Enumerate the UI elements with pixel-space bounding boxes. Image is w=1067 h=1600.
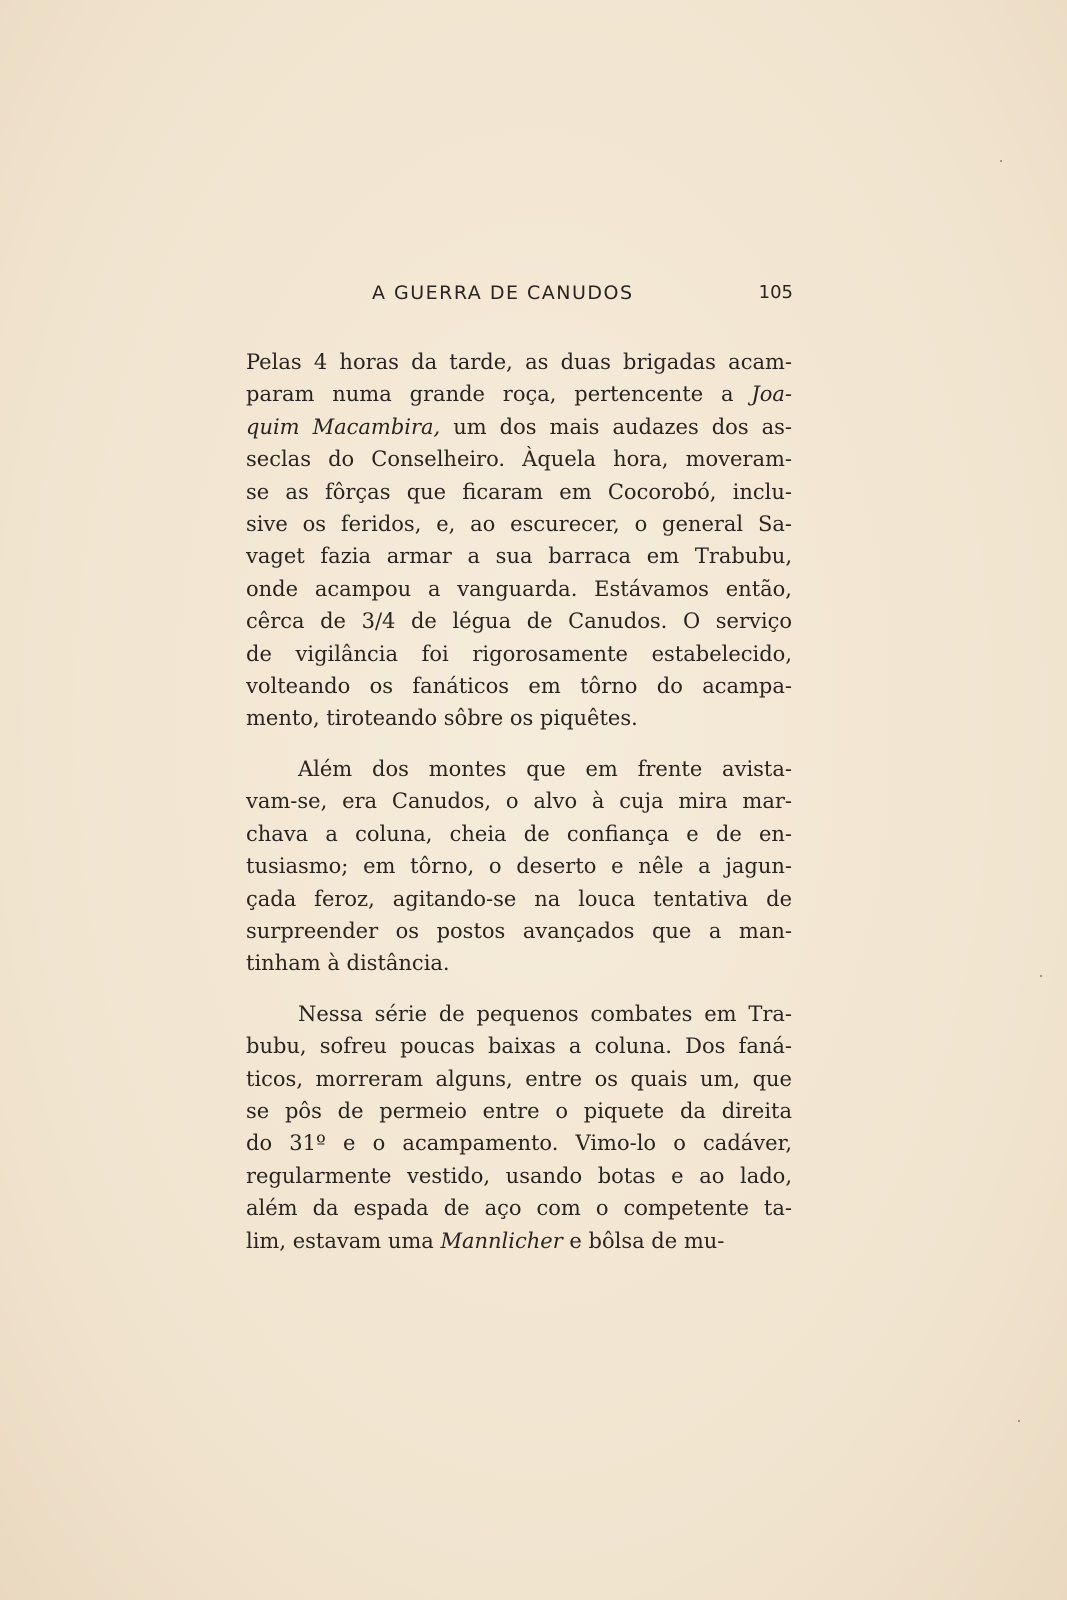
text-segment: chava a coluna, cheia de confiança e de en-	[246, 821, 792, 846]
text-segment: mento, tiroteando sôbre os piquêtes.	[246, 706, 638, 731]
text-segment: Nessa série de pequenos combates em Tra-	[298, 1001, 792, 1026]
text-line	[246, 670, 792, 702]
text-line	[246, 818, 792, 850]
text-segment: tinham à distância.	[246, 951, 450, 976]
text-line	[246, 638, 792, 670]
text-segment: seclas do Conselheiro. Àquela hora, moveram-	[246, 447, 792, 472]
italic-text: quim Macambira,	[246, 414, 441, 439]
text-segment: de vigilância foi rigorosamente estabelecido,	[246, 641, 792, 666]
text-segment: surpreender os postos avançados que a man-	[246, 918, 792, 943]
text-line	[246, 1063, 792, 1095]
text-line	[246, 476, 792, 508]
text-line	[246, 1225, 792, 1257]
italic-text: Joa-	[751, 382, 792, 407]
text-segment: regularmente vestido, usando botas e ao lado,	[246, 1163, 792, 1188]
text-segment: cêrca de 3/4 de légua de Canudos. O serviço	[246, 609, 792, 634]
text-segment: e bôlsa de mu-	[562, 1228, 725, 1253]
text-segment: lim, estavam uma	[246, 1228, 441, 1253]
text-line	[246, 850, 792, 882]
text-line	[246, 998, 792, 1030]
running-title: A GUERRA DE CANUDOS	[372, 282, 634, 304]
text-segment: param numa grande roça, pertencente a	[246, 382, 752, 407]
text-line	[246, 753, 792, 785]
text-line	[246, 1095, 792, 1127]
text-line	[246, 573, 792, 605]
text-line	[246, 1030, 792, 1062]
text-line	[246, 508, 792, 540]
text-segment: onde acampou a vanguarda. Estávamos então,	[246, 576, 792, 601]
text-segment: volteando os fanáticos em tôrno do acampa-	[246, 674, 792, 699]
paragraph-gap	[246, 735, 792, 753]
text-line	[246, 785, 792, 817]
text-line	[246, 378, 792, 410]
text-segment: tusiasmo; em tôrno, o deserto e nêle a jagun-	[246, 854, 792, 879]
text-line	[246, 346, 792, 378]
text-line	[246, 915, 792, 947]
text-segment: sive os feridos, e, ao escurecer, o general Sa-	[246, 512, 792, 537]
text-segment: çada feroz, agitando-se na louca tentativa de	[246, 886, 792, 911]
text-line	[246, 411, 792, 443]
text-line	[246, 947, 792, 979]
text-segment: bubu, sofreu poucas baixas a coluna. Dos faná-	[246, 1034, 792, 1059]
italic-text: Mannlicher	[440, 1228, 563, 1253]
text-segment: do 31º e o acampamento. Vimo-lo o cadáver,	[246, 1131, 792, 1156]
paragraph	[246, 998, 792, 1257]
text-line	[246, 1160, 792, 1192]
paper-speck	[1018, 1420, 1020, 1422]
page-number: 105	[758, 282, 793, 303]
text-segment: se pôs de permeio entre o piquete da direita	[246, 1098, 792, 1123]
text-segment: vam-se, era Canudos, o alvo à cuja mira mar-	[246, 789, 792, 814]
text-segment: vaget fazia armar a sua barraca em Trabubu,	[246, 544, 792, 569]
paragraph-gap	[246, 980, 792, 998]
text-line	[246, 540, 792, 572]
text-segment: se as fôrças que ficaram em Cocorobó, inclu-	[246, 479, 792, 504]
text-line	[246, 702, 792, 734]
text-segment: além da espada de aço com o competente ta-	[246, 1196, 792, 1221]
text-segment: Além dos montes que em frente avista-	[298, 756, 792, 781]
text-line	[246, 883, 792, 915]
text-segment: um dos mais audazes dos as-	[440, 414, 792, 439]
text-line	[246, 1127, 792, 1159]
paragraph	[246, 346, 792, 735]
paragraph	[246, 753, 792, 980]
text-segment: Pelas 4 horas da tarde, as duas brigadas acam-	[246, 350, 792, 374]
page-header	[246, 282, 806, 312]
text-line	[246, 443, 792, 475]
text-line	[246, 1192, 792, 1224]
text-line	[246, 605, 792, 637]
body-text	[246, 346, 792, 1257]
paper-speck	[1040, 975, 1042, 977]
text-segment: ticos, morreram alguns, entre os quais um, que	[246, 1066, 792, 1091]
paper-speck	[1000, 160, 1002, 162]
